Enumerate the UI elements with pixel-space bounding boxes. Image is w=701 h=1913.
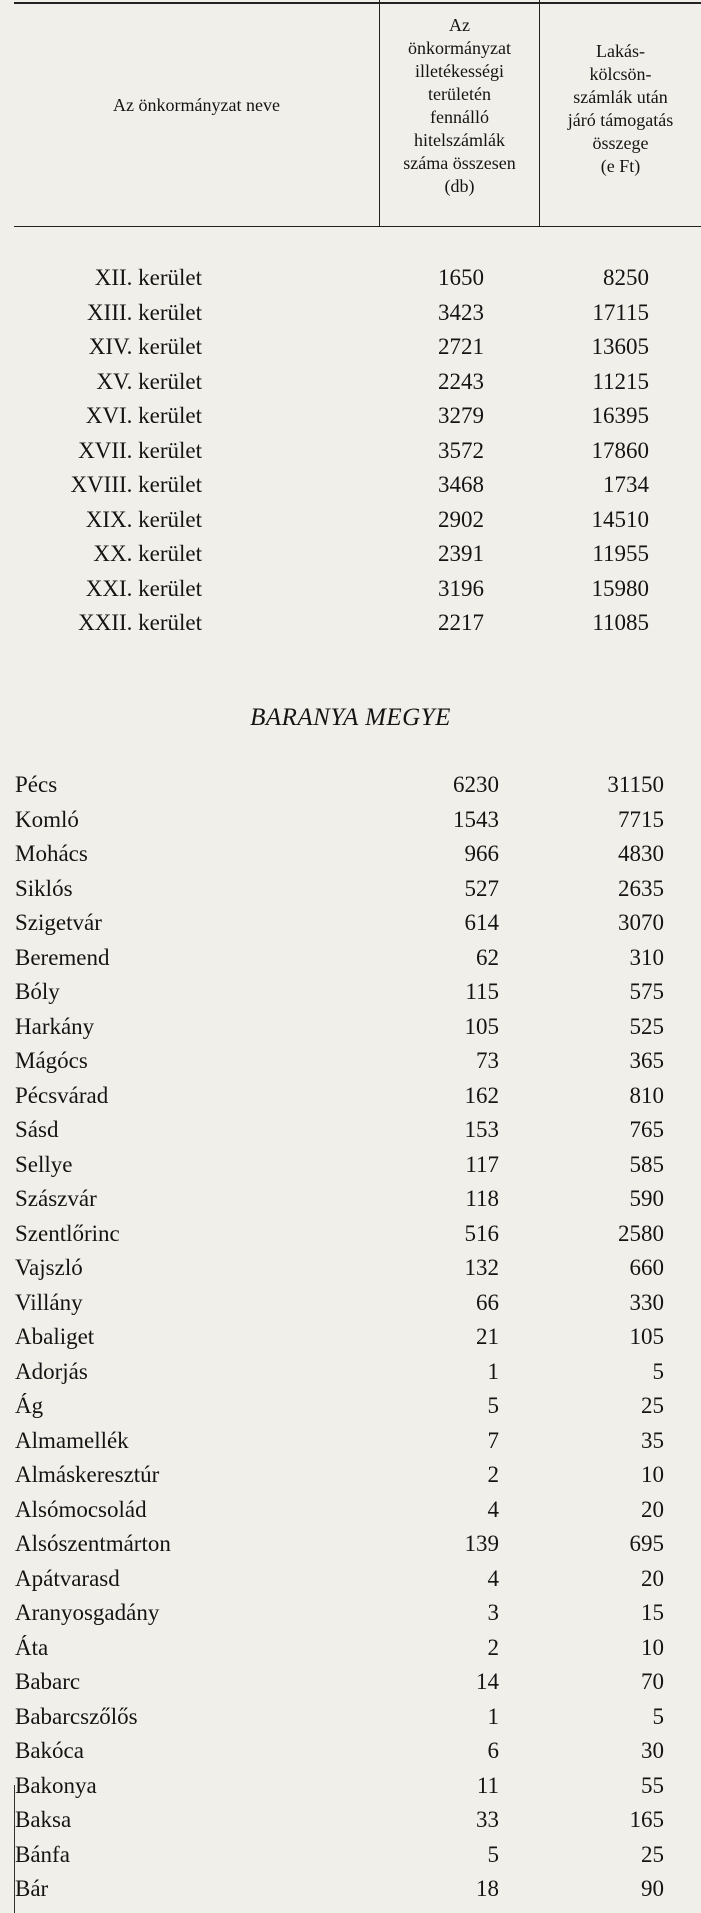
header-line: Lakás-	[596, 41, 645, 61]
cell-amount: 585	[629, 1151, 664, 1177]
cell-amount: 20	[641, 1496, 664, 1522]
cell-count: 2243	[438, 368, 484, 394]
header-line: Az	[449, 15, 470, 35]
cell-count: 3279	[438, 403, 484, 429]
table-row	[0, 296, 649, 331]
cell-count: 516	[464, 1220, 499, 1246]
cell-name: XXI. kerület	[85, 575, 202, 601]
table-row	[0, 1838, 664, 1873]
cell-count: 4	[487, 1565, 499, 1591]
cell-amount: 11215	[592, 368, 649, 394]
cell-amount: 8250	[603, 265, 649, 291]
table-row	[0, 399, 649, 434]
table-row	[0, 1596, 664, 1631]
table-row	[0, 572, 649, 607]
header-line: (db)	[444, 176, 475, 196]
cell-amount: 11955	[592, 541, 649, 567]
cell-name: Aranyosgadány	[15, 1600, 160, 1626]
cell-name: Villány	[15, 1289, 83, 1315]
table-row	[0, 1389, 664, 1424]
cell-amount: 810	[629, 1082, 664, 1108]
cell-amount: 31150	[607, 772, 664, 798]
cell-amount: 5	[652, 1358, 664, 1384]
table-row	[0, 1148, 664, 1183]
table-row	[0, 606, 649, 641]
cell-count: 117	[465, 1151, 499, 1177]
cell-amount: 20	[641, 1565, 664, 1591]
table-row	[0, 1527, 664, 1562]
cell-name: Harkány	[15, 1013, 95, 1039]
cell-name: Bár	[15, 1876, 49, 1902]
table-row	[0, 1424, 664, 1459]
table-row	[0, 941, 664, 976]
table-row	[0, 1734, 664, 1769]
cell-count: 3196	[438, 575, 484, 601]
table-row	[0, 503, 649, 538]
cell-name: XIII. kerület	[87, 299, 202, 325]
cell-name: Adorjás	[15, 1358, 88, 1384]
cell-amount: 3070	[618, 910, 664, 936]
cell-count: 966	[464, 841, 499, 867]
cell-count: 3468	[438, 472, 484, 498]
cell-amount: 55	[641, 1772, 664, 1798]
cell-count: 105	[464, 1013, 499, 1039]
cell-name: Komló	[15, 806, 79, 832]
table-row	[0, 1803, 664, 1838]
cell-name: Apátvarasd	[15, 1565, 120, 1591]
cell-name: XXII. kerület	[78, 610, 202, 636]
cell-name: Mágócs	[15, 1048, 88, 1074]
cell-name: Baksa	[15, 1807, 72, 1833]
cell-name: XIX. kerület	[85, 506, 202, 532]
table-row	[0, 1320, 664, 1355]
cell-amount: 11085	[592, 610, 649, 636]
cell-count: 3572	[438, 437, 484, 463]
margin-line	[14, 1785, 15, 1913]
cell-count: 2	[487, 1634, 499, 1660]
cell-amount: 165	[629, 1807, 664, 1833]
cell-amount: 365	[629, 1048, 664, 1074]
cell-count: 2721	[438, 334, 484, 360]
cell-count: 162	[464, 1082, 499, 1108]
cell-name: Sásd	[15, 1117, 59, 1143]
cell-count: 33	[476, 1807, 499, 1833]
table-row	[0, 537, 649, 572]
header-line: (e Ft)	[600, 156, 641, 176]
cell-count: 73	[476, 1048, 499, 1074]
cell-count: 14	[476, 1669, 499, 1695]
cell-name: XVII. kerület	[78, 437, 202, 463]
table-row	[0, 468, 649, 503]
table-row	[0, 1665, 664, 1700]
header-line: önkormányzat	[408, 38, 511, 58]
cell-name: Alsómocsolád	[15, 1496, 147, 1522]
cell-amount: 4830	[618, 841, 664, 867]
cell-count: 6230	[453, 772, 499, 798]
cell-count: 18	[476, 1876, 499, 1902]
cell-amount: 7715	[618, 806, 664, 832]
cell-amount: 10	[641, 1634, 664, 1660]
cell-count: 2	[487, 1462, 499, 1488]
cell-name: XIV. kerület	[88, 334, 202, 360]
cell-amount: 13605	[591, 334, 649, 360]
header-col-amount	[540, 40, 701, 178]
cell-name: Pécsvárad	[15, 1082, 109, 1108]
budapest-table	[0, 261, 649, 641]
cell-name: Alsószentmárton	[15, 1531, 171, 1557]
table-row	[0, 1562, 664, 1597]
cell-count: 153	[464, 1117, 499, 1143]
cell-amount: 90	[641, 1876, 664, 1902]
cell-amount: 695	[629, 1531, 664, 1557]
header-line: területén	[428, 84, 491, 104]
cell-name: Babarcszőlős	[15, 1703, 138, 1729]
cell-count: 614	[464, 910, 499, 936]
table-row	[0, 1251, 664, 1286]
header-line: összege	[592, 133, 649, 153]
header-col-name	[14, 94, 379, 117]
cell-name: Vajszló	[15, 1255, 83, 1281]
cell-count: 11	[476, 1772, 499, 1798]
cell-count: 132	[464, 1255, 499, 1281]
cell-amount: 35	[641, 1427, 664, 1453]
table-row	[0, 1458, 664, 1493]
cell-amount: 15	[641, 1600, 664, 1626]
header-col-name-text: Az önkormányzat neve	[113, 95, 280, 115]
cell-amount: 16395	[591, 403, 649, 429]
cell-count: 118	[465, 1186, 499, 1212]
table-row	[0, 1286, 664, 1321]
baranya-table	[0, 768, 664, 1907]
cell-amount: 5	[652, 1703, 664, 1729]
cell-name: Bakonya	[15, 1772, 97, 1798]
header-line: száma összesen	[403, 153, 516, 173]
cell-amount: 17860	[591, 437, 649, 463]
cell-name: Bánfa	[15, 1841, 70, 1867]
cell-count: 1	[487, 1703, 499, 1729]
header-line: járó támogatás	[567, 110, 674, 130]
cell-count: 2391	[438, 541, 484, 567]
header-line: illetékességi	[415, 61, 504, 81]
cell-count: 1	[487, 1358, 499, 1384]
cell-amount: 660	[629, 1255, 664, 1281]
cell-amount: 70	[641, 1669, 664, 1695]
table-row	[0, 803, 664, 838]
cell-name: Siklós	[15, 875, 73, 901]
cell-name: Almáskeresztúr	[15, 1462, 160, 1488]
cell-amount: 14510	[591, 506, 649, 532]
table-row	[0, 1631, 664, 1666]
cell-count: 66	[476, 1289, 499, 1315]
cell-name: Sellye	[15, 1151, 73, 1177]
header-line: fennálló	[430, 107, 489, 127]
cell-name: Áta	[15, 1634, 49, 1660]
table-row	[0, 1113, 664, 1148]
table-row	[0, 1493, 664, 1528]
table-row	[0, 1079, 664, 1114]
cell-count: 527	[464, 875, 499, 901]
cell-amount: 525	[629, 1013, 664, 1039]
header-line: hitelszámlák	[414, 130, 505, 150]
cell-name: Abaliget	[15, 1324, 95, 1350]
cell-name: Szentlőrinc	[15, 1220, 120, 1246]
cell-name: XX. kerület	[93, 541, 202, 567]
top-rule	[14, 2, 701, 4]
cell-count: 1543	[453, 806, 499, 832]
table-row	[0, 434, 649, 469]
cell-name: Bóly	[15, 979, 60, 1005]
cell-name: XVIII. kerület	[70, 472, 202, 498]
cell-amount: 15980	[591, 575, 649, 601]
table-row	[0, 768, 664, 803]
cell-count: 5	[487, 1393, 499, 1419]
cell-amount: 25	[641, 1393, 664, 1419]
header-rule	[14, 226, 701, 227]
cell-count: 3	[487, 1600, 499, 1626]
cell-amount: 1734	[603, 472, 649, 498]
header-col-count	[380, 14, 539, 198]
cell-count: 6	[487, 1738, 499, 1764]
cell-amount: 310	[629, 944, 664, 970]
table-row	[0, 330, 649, 365]
table-row	[0, 1872, 664, 1907]
table-row	[0, 872, 664, 907]
cell-amount: 2635	[618, 875, 664, 901]
cell-name: Ág	[15, 1393, 44, 1419]
section-title: BARANYA MEGYE	[250, 704, 451, 731]
cell-amount: 30	[641, 1738, 664, 1764]
cell-count: 21	[476, 1324, 499, 1350]
cell-amount: 765	[629, 1117, 664, 1143]
cell-count: 7	[487, 1427, 499, 1453]
cell-count: 139	[464, 1531, 499, 1557]
table-row	[0, 1700, 664, 1735]
cell-amount: 10	[641, 1462, 664, 1488]
cell-count: 2217	[438, 610, 484, 636]
header-line: kölcsön-	[589, 64, 652, 84]
cell-amount: 2580	[618, 1220, 664, 1246]
table-row	[0, 261, 649, 296]
cell-amount: 17115	[592, 299, 649, 325]
table-row	[0, 1044, 664, 1079]
table-row	[0, 1355, 664, 1390]
table-row	[0, 1010, 664, 1045]
cell-name: Pécs	[15, 772, 58, 798]
table-row	[0, 1182, 664, 1217]
cell-count: 5	[487, 1841, 499, 1867]
cell-count: 3423	[438, 299, 484, 325]
cell-name: Babarc	[15, 1669, 81, 1695]
cell-name: XVI. kerület	[85, 403, 202, 429]
cell-count: 62	[476, 944, 499, 970]
cell-name: XII. kerület	[94, 265, 202, 291]
table-row	[0, 906, 664, 941]
cell-name: Szigetvár	[15, 910, 102, 936]
cell-amount: 25	[641, 1841, 664, 1867]
cell-amount: 575	[629, 979, 664, 1005]
cell-name: Beremend	[15, 944, 110, 970]
cell-amount: 590	[629, 1186, 664, 1212]
cell-count: 2902	[438, 506, 484, 532]
table-row	[0, 837, 664, 872]
table-row	[0, 365, 649, 400]
cell-count: 115	[465, 979, 499, 1005]
cell-name: XV. kerület	[96, 368, 202, 394]
table-row	[0, 975, 664, 1010]
cell-amount: 105	[629, 1324, 664, 1350]
header-line: számlák után	[573, 87, 668, 107]
cell-count: 4	[487, 1496, 499, 1522]
cell-amount: 330	[629, 1289, 664, 1315]
cell-name: Bakóca	[15, 1738, 84, 1764]
cell-name: Almamellék	[15, 1427, 129, 1453]
cell-name: Mohács	[15, 841, 88, 867]
cell-count: 1650	[438, 265, 484, 291]
table-row	[0, 1769, 664, 1804]
table-row	[0, 1217, 664, 1252]
cell-name: Szászvár	[15, 1186, 97, 1212]
